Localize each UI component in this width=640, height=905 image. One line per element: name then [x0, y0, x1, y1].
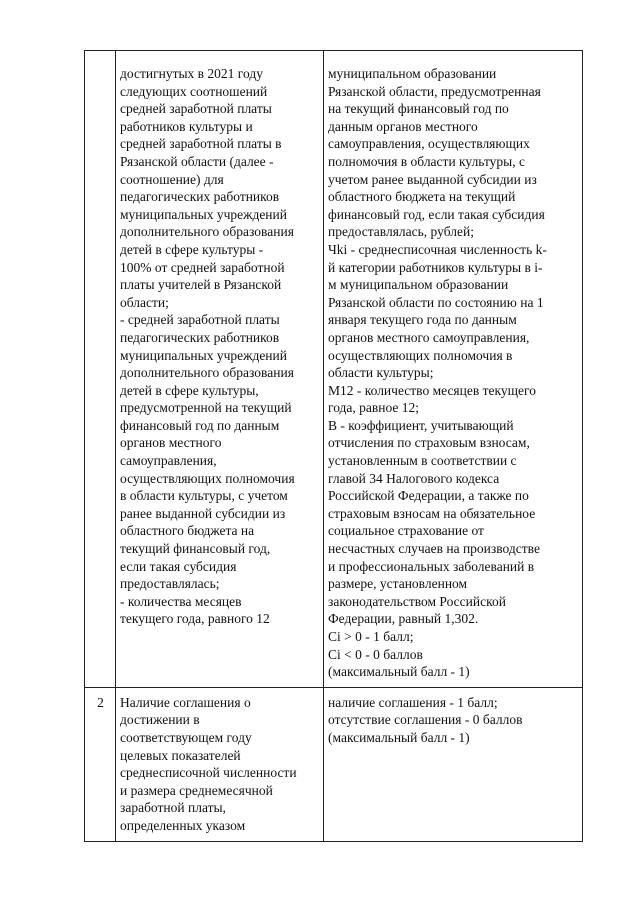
text-line: М12 - количество месяцев текущего [328, 382, 536, 398]
text-line: предоставлялась, рублей; [328, 224, 474, 240]
text-line: определенных указом [120, 817, 246, 833]
text-line: предоставлялась; [120, 576, 220, 592]
text-line: платы учителей в Рязанской [120, 277, 282, 293]
criterion-text [120, 65, 320, 628]
text-line: и профессиональных заболеваний в [328, 558, 535, 574]
text-line: Федерации, равный 1,302. [328, 611, 479, 627]
text-line: осуществляющих полномочия [120, 470, 295, 486]
text-line: на текущий финансовый год по [328, 101, 509, 117]
text-line: области; [120, 294, 169, 310]
text-line: соответствующем году [120, 729, 252, 745]
text-line: самоуправления, осуществляющих [328, 136, 530, 152]
text-line: страховым взносам на обязательное [328, 505, 536, 521]
text-line: Наличие соглашения о [120, 694, 251, 710]
text-line: ранее выданной субсидии из [120, 505, 286, 521]
text-line: отчисления по страховым взносам, [328, 435, 530, 451]
text-line: областного бюджета на текущий [328, 189, 516, 205]
text-line: финансовый год, если такая субсидия [328, 206, 545, 222]
text-line: Рязанской области (далее - [120, 153, 274, 169]
criterion-cell [116, 687, 324, 841]
text-line: области культуры; [328, 365, 434, 381]
text-line: педагогических работников [120, 329, 280, 345]
text-line: данным органов местного [328, 118, 478, 134]
text-line: й категории работников культуры в i- [328, 259, 543, 275]
text-line: января текущего года по данным [328, 312, 517, 328]
text-line: осуществляющих полномочия в [328, 347, 513, 363]
text-line: педагогических работников [120, 189, 280, 205]
text-line: заработной платы, [120, 800, 226, 816]
text-line: детей в сфере культуры - [120, 241, 264, 257]
text-line: достигнутых в 2021 году [120, 66, 263, 81]
text-line: Чki - среднесписочная численность k- [328, 241, 547, 257]
text-line: Сi > 0 - 1 балл; [328, 629, 414, 644]
text-line: дополнительного образования [120, 224, 294, 240]
criterion-cell [116, 51, 324, 688]
text-line: установленным в соответствии с [328, 453, 517, 469]
text-line: текущего года, равного 12 [120, 611, 270, 627]
scoring-cell [324, 51, 583, 688]
text-line: в области культуры, с учетом [120, 488, 288, 504]
text-line: отсутствие соглашения - 0 баллов [328, 712, 523, 728]
text-line: социальное страхование от [328, 523, 484, 539]
text-line: дополнительного образования [120, 365, 294, 381]
text-line: Рязанской области по состоянию на 1 [328, 294, 544, 310]
text-line: полномочия в области культуры, с [328, 153, 525, 169]
text-line: муниципальном образовании [328, 66, 497, 81]
text-line: если такая субсидия [120, 558, 237, 574]
criteria-table [84, 50, 583, 842]
table-row [85, 51, 583, 688]
criterion-text [120, 694, 320, 835]
text-line: самоуправления, [120, 453, 217, 469]
text-line: следующих соотношений [120, 83, 268, 99]
text-line: областного бюджета на [120, 523, 255, 539]
text-line: детей в сфере культуры, [120, 382, 259, 398]
text-line: - количества месяцев [120, 593, 242, 609]
text-line: работников культуры и [120, 118, 253, 134]
text-line: и размера среднемесячной [120, 782, 273, 798]
scoring-text [328, 65, 579, 681]
text-line: средней заработной платы в [120, 136, 282, 152]
text-line: достижении в [120, 712, 200, 728]
text-line: муниципальных учреждений [120, 206, 287, 222]
text-line: текущий финансовый год, [120, 541, 271, 557]
text-line: наличие соглашения - 1 балл; [328, 694, 498, 710]
text-line: органов местного [120, 435, 222, 451]
text-line: В - коэффициент, учитывающий [328, 417, 514, 433]
text-line: органов местного самоуправления, [328, 329, 530, 345]
text-line: главой 34 Налогового кодекса [328, 470, 500, 486]
text-line: средней заработной платы [120, 101, 272, 117]
text-line: 100% от средней заработной [120, 259, 285, 275]
text-line: законодательством Российской [328, 593, 506, 609]
scoring-text [328, 694, 579, 747]
text-line: Рязанской области, предусмотренная [328, 83, 541, 99]
text-line: (максимальный балл - 1) [328, 729, 470, 745]
text-line: муниципальных учреждений [120, 347, 287, 363]
text-line: - средней заработной платы [120, 312, 280, 328]
text-line: (максимальный балл - 1) [328, 664, 470, 680]
text-line: м муниципальном образовании [328, 277, 509, 293]
text-line: предусмотренной на текущий [120, 400, 292, 416]
text-line: целевых показателей [120, 747, 241, 763]
text-line: несчастных случаев на производстве [328, 541, 540, 557]
text-line: учетом ранее выданной субсидии из [328, 171, 537, 187]
row-number-cell: 2 [85, 687, 116, 841]
text-line: Сi < 0 - 0 баллов [328, 646, 423, 662]
row-number-cell [85, 51, 116, 688]
table-row [85, 687, 583, 841]
text-line: Российской Федерации, а также по [328, 488, 529, 504]
text-line: среднесписочной численности [120, 765, 297, 781]
text-line: размере, установленном [328, 576, 468, 592]
text-line: года, равное 12; [328, 400, 420, 416]
text-line: соотношение) для [120, 171, 224, 187]
text-line: финансовый год по данным [120, 417, 280, 433]
scoring-cell [324, 687, 583, 841]
